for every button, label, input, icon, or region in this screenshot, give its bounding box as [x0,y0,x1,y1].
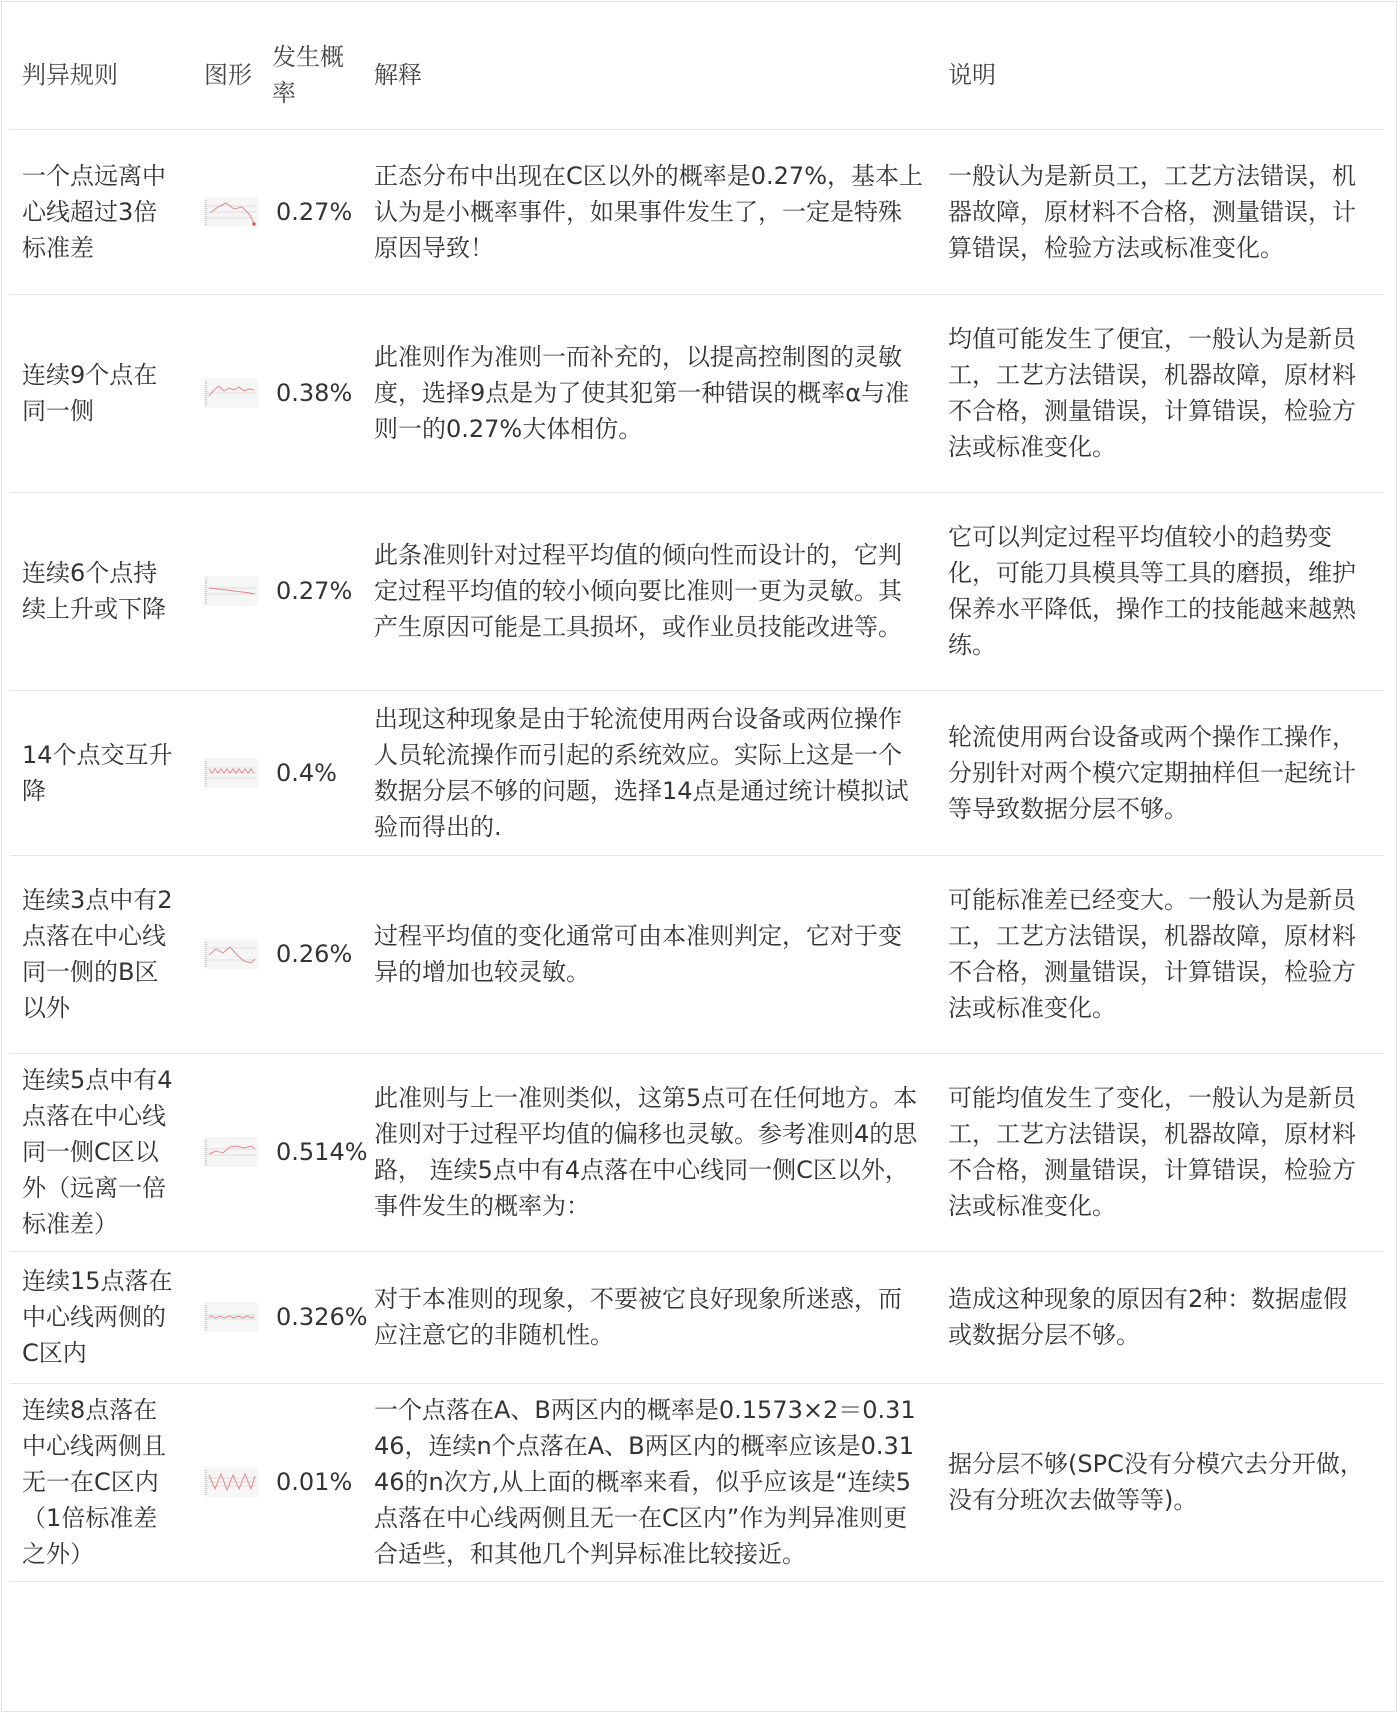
note-cell: 可能均值发生了变化，一般认为是新员工，工艺方法错误，机器故障，原材料不合格，测量错误，计算错误，检验方法或标准变化。 [948,1084,1356,1220]
rule-cell: 14个点交互升降 [22,740,173,805]
rule-cell: 连续15点落在中心线两侧的C区内 [22,1267,173,1367]
figure-cell [192,1251,260,1383]
explain-cell: 正态分布中出现在C区以外的概率是0.27%，基本上认为是小概率事件，如果事件发生了，一定是特殊原因导致！ [374,161,923,262]
chart-thumbnail-two-of-three-beyond-b[interactable] [204,939,258,969]
chart-thumbnail-eight-outside-c[interactable] [204,1467,258,1497]
figure-cell [192,129,260,294]
chart-thumbnail-six-points-trend[interactable] [204,576,258,606]
rules-table [10,22,1384,1582]
explain-cell: 出现这种现象是由于轮流使用两台设备或两位操作人员轮流操作而引起的系统效应。实际上这是一个数据分层不够的问题，选择14点是通过统计模拟试验而得出的. [374,704,909,841]
figure-cell [192,855,260,1053]
explain-cell: 一个点落在A、B两区内的概率是0.1573×2＝0.3146，连续n个点落在A、B两区内的概率应该是0.3146的n次方,从上面的概率来看，似乎应该是“连续5点落在中心线两侧且无一在C区内”作为判异准则更合适些，和其他几个判异标准比较接近。 [374,1396,916,1568]
table-row [10,1053,1384,1251]
header-explain: 解释 [374,61,422,90]
note-cell: 据分层不够(SPC没有分模穴去分开做，没有分班次去做等等)。 [948,1450,1364,1514]
header-figure: 图形 [204,61,252,90]
table-row [10,690,1384,855]
chart-thumbnail-fifteen-within-c[interactable] [204,1302,258,1332]
table-row [10,1251,1384,1383]
figure-cell [192,294,260,492]
chart-thumbnail-one-point-beyond-3-sigma[interactable] [204,197,258,227]
note-cell: 一般认为是新员工，工艺方法错误，机器故障，原材料不合格，测量错误，计算错误，检验方法或标准变化。 [948,161,1356,262]
note-cell: 造成这种现象的原因有2种：数据虚假或数据分层不够。 [948,1285,1348,1349]
rule-cell: 连续3点中有2点落在中心线同一侧的B区以外 [22,886,173,1022]
prob-cell: 0.4% [276,758,337,787]
figure-cell [192,1383,260,1581]
header-prob: 发生概率 [272,43,344,108]
table-row [10,129,1384,294]
chart-thumbnail-four-of-five-beyond-c[interactable] [204,1137,258,1167]
table-row [10,855,1384,1053]
table-row [10,492,1384,690]
explain-cell: 过程平均值的变化通常可由本准则判定，它对于变异的增加也较灵敏。 [374,922,902,986]
prob-cell: 0.26% [276,940,353,968]
rule-cell: 连续5点中有4点落在中心线同一侧C区以外（远离一倍标准差） [22,1066,173,1238]
rule-cell: 连续6个点持续上升或下降 [22,559,166,623]
table-row [10,294,1384,492]
rule-cell: 连续9个点在同一侧 [22,361,158,425]
figure-cell [192,1053,260,1251]
prob-cell: 0.38% [276,379,353,407]
header-rule: 判异规则 [22,61,118,90]
chart-thumbnail-nine-points-same-side[interactable] [204,378,258,408]
note-cell: 它可以判定过程平均值较小的趋势变化，可能刀具模具等工具的磨损，维护保养水平降低，操作工的技能越来越熟练。 [948,523,1356,659]
explain-cell: 此准则与上一准则类似，这第5点可在任何地方。本准则对于过程平均值的偏移也灵敏。参考准则4的思路， 连续5点中有4点落在中心线同一侧C区以外，事件发生的概率为： [374,1084,918,1220]
chart-thumbnail-fourteen-alternating[interactable] [204,758,258,788]
note-cell: 均值可能发生了便宜，一般认为是新员工，工艺方法错误，机器故障，原材料不合格，测量错误，计算错误，检验方法或标准变化。 [948,325,1356,461]
prob-cell: 0.27% [276,197,353,226]
figure-cell [192,690,260,855]
prob-cell: 0.326% [276,1303,368,1331]
explain-cell: 对于本准则的现象，不要被它良好现象所迷惑，而应注意它的非随机性。 [374,1285,902,1349]
prob-cell: 0.27% [276,577,353,605]
note-cell: 轮流使用两台设备或两个操作工操作，分别针对两个模穴定期抽样但一起统计等导致数据分层不够。 [948,722,1356,823]
table-row [10,1383,1384,1581]
rule-cell: 一个点远离中心线超过3倍标准差 [22,161,166,262]
prob-cell: 0.01% [276,1468,353,1496]
note-cell: 可能标准差已经变大。一般认为是新员工，工艺方法错误，机器故障，原材料不合格，测量错误，计算错误，检验方法或标准变化。 [948,886,1356,1022]
header-note: 说明 [948,61,996,90]
explain-cell: 此准则作为准则一而补充的，以提高控制图的灵敏度，选择9点是为了使其犯第一种错误的概率α与准则一的0.27%大体相仿。 [374,343,910,443]
table-header-row [10,22,1384,129]
rule-cell: 连续8点落在中心线两侧且无一在C区内（1倍标准差之外） [22,1396,166,1568]
explain-cell: 此条准则针对过程平均值的倾向性而设计的，它判定过程平均值的较小倾向要比准则一更为灵敏。其产生原因可能是工具损坏，或作业员技能改进等。 [374,541,902,641]
prob-cell: 0.514% [276,1138,368,1166]
figure-cell [192,492,260,690]
